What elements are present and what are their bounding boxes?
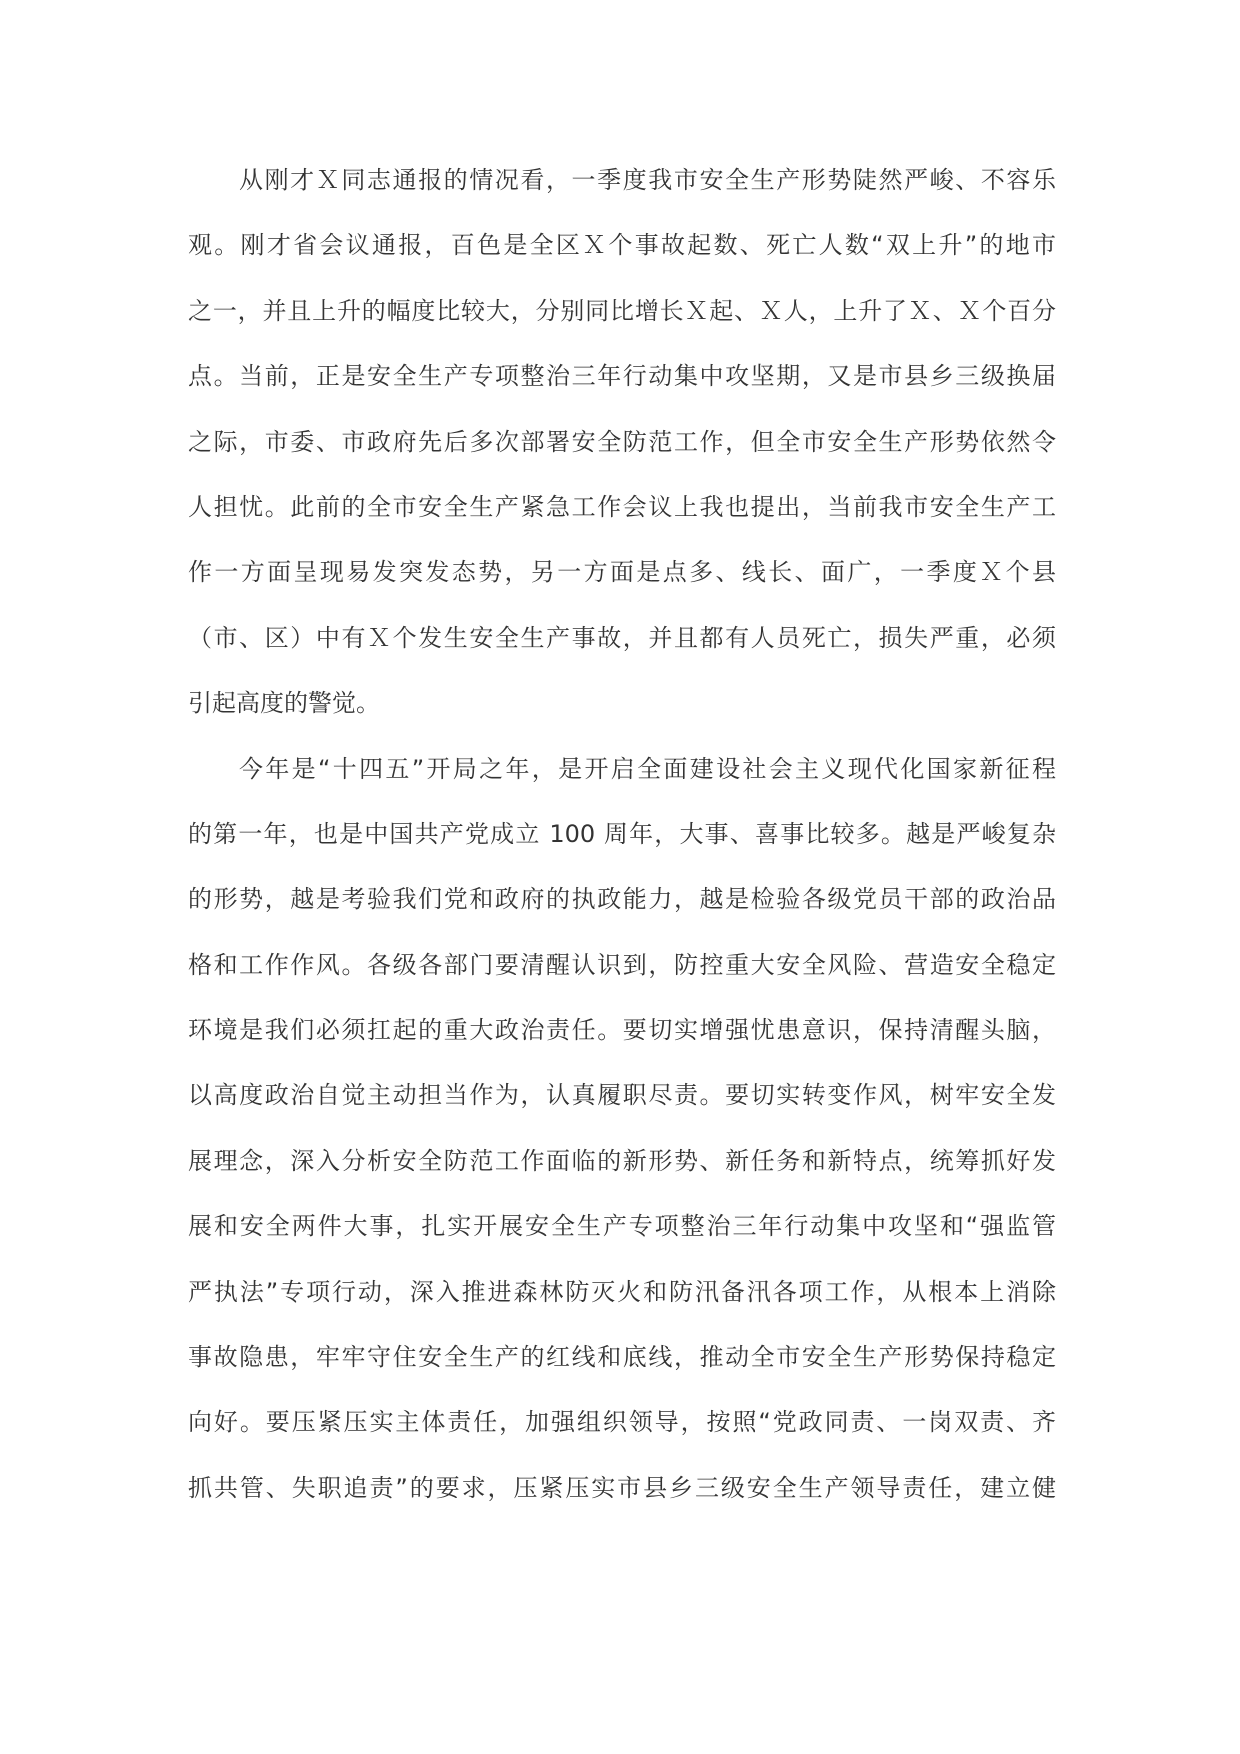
document-page — [188, 160, 1056, 1533]
text-line: 格和工作作风。各级各部门要清醒认识到，防控重大安全风险、营造安全稳定 — [188, 950, 1056, 979]
paragraph-1 — [188, 160, 1056, 749]
text-line: 展理念，深入分析安全防范工作面临的新形势、新任务和新特点，统筹抓好发 — [188, 1146, 1056, 1175]
text-line: 人担忧。此前的全市安全生产紧急工作会议上我也提出，当前我市安全生产工 — [188, 492, 1056, 521]
text-line: 的形势，越是考验我们党和政府的执政能力，越是检验各级党员干部的政治品 — [188, 885, 1056, 914]
text-line: （市、区）中有Ｘ个发生安全生产事故，并且都有人员死亡，损失严重，必须 — [188, 623, 1056, 652]
text-line: 之一，并且上升的幅度比较大，分别同比增长Ｘ起、Ｘ人，上升了Ｘ、Ｘ个百分 — [188, 296, 1056, 325]
text-line: 之际，市委、市政府先后多次部署安全防范工作，但全市安全生产形势依然令 — [188, 427, 1056, 456]
text-line: 以高度政治自觉主动担当作为，认真履职尽责。要切实转变作风，树牢安全发 — [188, 1081, 1056, 1110]
text-line: 事故隐患，牢牢守住安全生产的红线和底线，推动全市安全生产形势保持稳定 — [188, 1343, 1056, 1372]
text-line: 严执法”专项行动，深入推进森林防灭火和防汛备汛各项工作，从根本上消除 — [188, 1277, 1056, 1306]
text-line: 作一方面呈现易发突发态势，另一方面是点多、线长、面广，一季度Ｘ个县 — [188, 558, 1056, 587]
text-line: 从刚才Ｘ同志通报的情况看，一季度我市安全生产形势陡然严峻、不容乐 — [239, 166, 1056, 194]
text-line: 的第一年，也是中国共产党成立 100 周年，大事、喜事比较多。越是严峻复杂 — [188, 819, 1056, 848]
text-line: 抓共管、失职追责”的要求，压紧压实市县乡三级安全生产领导责任，建立健 — [188, 1473, 1056, 1502]
text-line: 今年是“十四五”开局之年，是开启全面建设社会主义现代化国家新征程 — [239, 754, 1056, 783]
paragraph-2 — [188, 749, 1056, 1534]
text-line: 展和安全两件大事，扎实开展安全生产专项整治三年行动集中攻坚和“强监管 — [188, 1212, 1056, 1241]
text-line: 引起高度的警觉。 — [188, 689, 380, 718]
text-line: 向好。要压紧压实主体责任，加强组织领导，按照“党政同责、一岗双责、齐 — [188, 1408, 1056, 1437]
text-line: 点。当前，正是安全生产专项整治三年行动集中攻坚期，又是市县乡三级换届 — [188, 362, 1056, 391]
text-line: 环境是我们必须扛起的重大政治责任。要切实增强忧患意识，保持清醒头脑， — [188, 1016, 1056, 1045]
text-line: 观。刚才省会议通报，百色是全区Ｘ个事故起数、死亡人数“双上升”的地市 — [188, 231, 1056, 260]
